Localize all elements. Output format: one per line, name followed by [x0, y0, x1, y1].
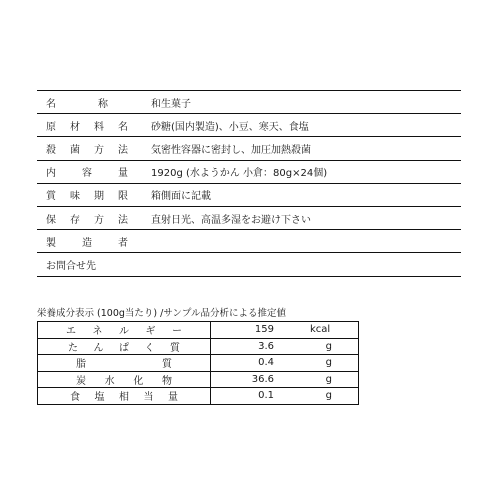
nutrient-value: 159 [254, 324, 274, 336]
label-value: 砂糖(国内製造)、小豆、寒天、食塩 [144, 114, 461, 137]
nutrient-value: 3.6 [258, 340, 274, 352]
label-row-ingredients [37, 114, 461, 137]
nutrition-table [37, 321, 359, 405]
label-row-contact [37, 253, 461, 276]
nutrient-name: 脂 質 [38, 355, 211, 372]
nutrient-name: 炭 水 化 物 [38, 371, 211, 388]
nutrient-amount [211, 322, 359, 339]
label-key: 保 存 方 法 [37, 206, 144, 229]
nutrient-amount [211, 355, 359, 372]
nutrient-unit: g [325, 357, 332, 369]
nutrient-name: エ ネ ル ギ ー [38, 322, 211, 339]
label-key: 製 造 者 [37, 230, 144, 253]
label-key: 原 材 料 名 [37, 114, 144, 137]
nutrient-amount [211, 338, 359, 355]
nutrition-row-energy [38, 322, 359, 339]
nutrition-row-fat [38, 355, 359, 372]
nutrient-unit: kcal [310, 324, 331, 336]
nutrient-name: た ん ぱ く 質 [38, 338, 211, 355]
product-label-table [37, 90, 461, 277]
label-key: 名 称 [37, 91, 144, 114]
label-row-name [37, 91, 461, 114]
nutrient-value: 0.4 [258, 357, 274, 369]
label-value [144, 230, 461, 253]
label-key: 内 容 量 [37, 160, 144, 183]
nutrient-value: 36.6 [251, 373, 274, 385]
label-value: 気密性容器に密封し、加圧加熱殺菌 [144, 137, 461, 160]
label-key: 殺 菌 方 法 [37, 137, 144, 160]
nutrient-unit: g [325, 340, 332, 352]
label-value: 和生菓子 [144, 91, 461, 114]
label-key: 賞 味 期 限 [37, 183, 144, 206]
label-row-manufacturer [37, 230, 461, 253]
label-value [144, 253, 461, 276]
label-row-sterilization [37, 137, 461, 160]
nutrient-unit: g [325, 390, 332, 402]
nutrient-unit: g [325, 373, 332, 385]
nutrition-caption: 栄養成分表示 (100g当たり) /サンプル品分析による推定値 [37, 308, 286, 319]
label-row-storage [37, 206, 461, 229]
label-value: 直射日光、高温多湿をお避け下さい [144, 206, 461, 229]
nutrient-name: 食 塩 相 当 量 [38, 388, 211, 405]
nutrition-row-protein [38, 338, 359, 355]
nutrition-row-carbohydrate [38, 371, 359, 388]
nutrient-amount [211, 388, 359, 405]
label-value: 1920g (水ようかん 小倉：80g×24個) [144, 160, 461, 183]
label-key: お 問 合 せ 先 [37, 253, 144, 276]
label-row-best-before [37, 183, 461, 206]
label-row-contents [37, 160, 461, 183]
nutrient-amount [211, 371, 359, 388]
nutrient-value: 0.1 [258, 390, 274, 402]
nutrition-row-salt [38, 388, 359, 405]
label-value: 箱側面に記載 [144, 183, 461, 206]
